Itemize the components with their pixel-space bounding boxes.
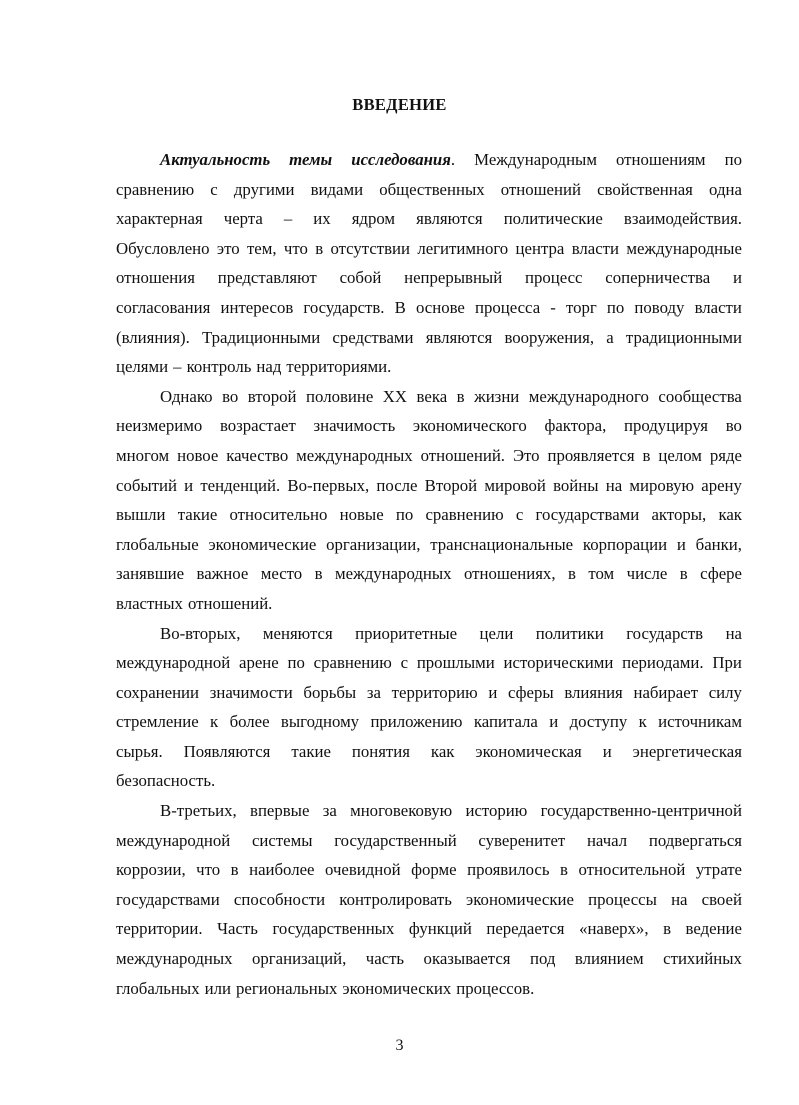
word: наиболее (249, 860, 315, 880)
word: после (376, 475, 418, 495)
word: и (676, 534, 686, 554)
word: относительно (229, 505, 328, 525)
word: продуцируя (623, 416, 709, 436)
word: государств (626, 623, 704, 643)
word: по (287, 653, 305, 673)
word: процессы (588, 889, 657, 909)
word: новое (177, 445, 219, 465)
word: взаимодействия. (623, 209, 742, 229)
text-line (116, 855, 742, 885)
word: передается (486, 919, 565, 939)
word: жизни (474, 386, 520, 406)
word: место (260, 564, 303, 584)
word: к (210, 712, 219, 732)
word: борьбы (303, 682, 357, 702)
word: системы (251, 830, 313, 850)
word: в (560, 860, 568, 880)
word: черта (223, 209, 263, 229)
word: одна (709, 179, 742, 199)
word: в (663, 919, 671, 939)
word: капитала (473, 712, 538, 732)
word: такие (177, 505, 218, 525)
word: соперничества (605, 268, 711, 288)
paragraph (116, 619, 742, 797)
text-line (116, 914, 742, 944)
text-line (116, 707, 742, 737)
word: тенденций. (200, 475, 281, 495)
word: сферы (507, 682, 554, 702)
word: выгодному (280, 712, 360, 732)
word: Однако (160, 386, 213, 406)
word: а (606, 327, 614, 347)
text-line (116, 263, 742, 293)
word: в (642, 445, 651, 465)
word: на (671, 889, 688, 909)
word: сохранении (116, 682, 200, 702)
text-line (116, 944, 742, 974)
word: века (416, 386, 448, 406)
word: многом (116, 445, 170, 465)
word: понятия (351, 741, 410, 761)
text-line (116, 530, 742, 560)
word: международной (116, 830, 231, 850)
word: отношений (500, 179, 581, 199)
word: отношений. (420, 445, 506, 465)
word: значимость (313, 416, 396, 436)
word: относительной (578, 860, 686, 880)
text-line (116, 796, 742, 826)
word: приоритетные (355, 623, 458, 643)
word: корпорации (582, 534, 668, 554)
word: другими (233, 179, 295, 199)
word: сравнению (425, 505, 504, 525)
word: экономического (412, 416, 527, 436)
word: отсутствии (330, 238, 410, 258)
document-body (116, 145, 742, 1003)
word: своей (701, 889, 742, 909)
word: арене (239, 653, 279, 673)
word: такие (291, 741, 331, 761)
word: стихийных (663, 949, 742, 969)
word: международные (626, 238, 742, 258)
word: возрастает (219, 416, 296, 436)
word: экономическая (475, 741, 582, 761)
word: с (515, 505, 524, 525)
word: отношения (116, 268, 195, 288)
word: во (222, 386, 239, 406)
word: суверенитет (478, 830, 566, 850)
word: являются (416, 209, 483, 229)
word: что (196, 860, 221, 880)
word: власти (694, 297, 742, 317)
word: сообщества (658, 386, 742, 406)
word: – (173, 357, 182, 377)
word: организации, (326, 534, 421, 554)
text-line (116, 500, 742, 530)
word: их (313, 209, 331, 229)
word: и (549, 712, 559, 732)
word: подвергаться (648, 830, 742, 850)
word: международных (116, 949, 233, 969)
word: в (679, 564, 688, 584)
word: новые (339, 505, 384, 525)
word: более (229, 712, 270, 732)
word: историю (465, 801, 528, 821)
lead-word: Актуальность (160, 150, 271, 169)
word: ведение (685, 919, 742, 939)
word: Часть (217, 919, 258, 939)
word: половине (306, 386, 374, 406)
word: энергетическая (632, 741, 742, 761)
word: арену (701, 475, 742, 495)
word: отношениях, (464, 564, 556, 584)
word: событий (116, 475, 177, 495)
word: как (718, 505, 742, 525)
word: и (184, 475, 194, 495)
word: международных (296, 445, 413, 465)
word: интересов (220, 297, 294, 317)
text-line (116, 382, 742, 412)
word: или (204, 978, 231, 998)
word: собой (339, 268, 382, 288)
word: меняются (262, 623, 333, 643)
word: международного (528, 386, 649, 406)
word: экономические (208, 534, 317, 554)
word: Во-первых, (287, 475, 370, 495)
word: в (230, 860, 239, 880)
word: XX (382, 386, 408, 406)
word: прошлыми (416, 653, 495, 673)
word: тем, (246, 238, 277, 258)
text-line (116, 204, 742, 234)
paragraph (116, 382, 742, 619)
word: приложению (370, 712, 463, 732)
text-line (116, 441, 742, 471)
word: целом (658, 445, 702, 465)
word: числе (626, 564, 668, 584)
word: цели (479, 623, 514, 643)
word: впервые (250, 801, 310, 821)
word: организаций, (251, 949, 347, 969)
word: В (394, 297, 406, 317)
text-line (116, 411, 742, 441)
word: легитимного (417, 238, 509, 258)
text-line (116, 471, 742, 501)
word: коррозии, (116, 860, 186, 880)
word: свойственная (597, 179, 693, 199)
text-line (116, 589, 742, 619)
word: согласования (116, 297, 211, 317)
word: силу (708, 682, 742, 702)
word: глобальные (116, 534, 199, 554)
word: и (602, 741, 612, 761)
word: и (732, 268, 742, 288)
word: по (395, 505, 414, 525)
word: войны (553, 475, 599, 495)
word: над (256, 357, 282, 377)
word: экономические (466, 889, 574, 909)
word: с (210, 179, 218, 199)
text-line (116, 175, 742, 205)
word: на (725, 623, 742, 643)
word: стремление (116, 712, 199, 732)
word: экономических (342, 978, 452, 998)
word: вышли (116, 505, 166, 525)
word: Появляются (183, 741, 271, 761)
text-line (116, 737, 742, 767)
word: торг (566, 297, 597, 317)
lead-word: темы (289, 150, 333, 169)
word: При (712, 653, 742, 673)
word: государственный (334, 830, 457, 850)
word: политики (535, 623, 604, 643)
word: Обусловлено (116, 238, 210, 258)
word: государственных (272, 919, 395, 939)
word: отношениям (616, 150, 706, 169)
word: Это (512, 445, 540, 465)
word: «наверх», (579, 919, 649, 939)
word: очевидной (325, 860, 401, 880)
word: в (456, 386, 465, 406)
word: поводу (634, 297, 685, 317)
word: акторы, (651, 505, 707, 525)
text-line (116, 619, 742, 649)
word: за (366, 682, 381, 702)
word: целями (116, 357, 169, 377)
word: отношений. (187, 593, 273, 613)
word: ядром (351, 209, 396, 229)
word: источникам (658, 712, 742, 732)
word: процесс (524, 268, 583, 288)
word: начал (586, 830, 628, 850)
word: многовековую (350, 801, 453, 821)
word: второй (247, 386, 297, 406)
word: центра (515, 238, 565, 258)
word: мировой (484, 475, 546, 495)
page-title: ВВЕДЕНИЕ (352, 95, 447, 114)
word: утрате (695, 860, 742, 880)
word: государственно-центричной (540, 801, 742, 821)
word: территорию (391, 682, 478, 702)
word: средствами (332, 327, 414, 347)
word: с (400, 653, 409, 673)
word: во (725, 416, 742, 436)
word: транснациональные (430, 534, 574, 554)
word: часть (365, 949, 405, 969)
word: власти (571, 238, 619, 258)
text-line (116, 323, 742, 353)
word: к (638, 712, 647, 732)
word: по (724, 150, 742, 169)
text-line (116, 678, 742, 708)
word: влиянием (574, 949, 644, 969)
text-line (116, 234, 742, 264)
word: способности (233, 889, 326, 909)
word: функций (408, 919, 472, 939)
word: представляют (217, 268, 317, 288)
word: сравнению (313, 653, 392, 673)
word: - (550, 297, 556, 317)
word: территории. (116, 919, 203, 939)
word: значимости (209, 682, 293, 702)
word: форме (411, 860, 457, 880)
word: сравнению (116, 179, 195, 199)
paragraph (116, 145, 742, 382)
word: влияния (564, 682, 623, 702)
word: видами (310, 179, 364, 199)
text-line (116, 559, 742, 589)
word: контролировать (339, 889, 452, 909)
word: региональных (236, 978, 338, 998)
word: государствами (535, 505, 640, 525)
word: территориями. (286, 357, 392, 377)
word: непрерывный (404, 268, 503, 288)
text-line (116, 974, 742, 1004)
word: глобальных (116, 978, 200, 998)
word: сфере (700, 564, 742, 584)
word: характерная (116, 209, 203, 229)
word: государствами (116, 889, 220, 909)
word: основе (415, 297, 465, 317)
word: вооружения, (504, 327, 595, 347)
word: важное (196, 564, 249, 584)
word: государств. (303, 297, 385, 317)
word: международных (335, 564, 452, 584)
word: общественных (379, 179, 485, 199)
word: как (430, 741, 455, 761)
word: Международным (474, 150, 597, 169)
word: властных (116, 593, 183, 613)
word: сырья. (116, 741, 163, 761)
word: проявилось (467, 860, 550, 880)
text-line (116, 145, 742, 175)
word: безопасность. (116, 771, 216, 791)
word: набирает (633, 682, 699, 702)
word: контроль (186, 357, 252, 377)
word: на (605, 475, 623, 495)
word: в (567, 564, 576, 584)
text-line (116, 826, 742, 856)
word: процессов. (456, 978, 535, 998)
text-line (116, 352, 742, 382)
word: неизмеримо (116, 416, 203, 436)
word: процесса (475, 297, 541, 317)
word: в (314, 564, 323, 584)
word: Традиционными (202, 327, 321, 347)
word: политические (503, 209, 603, 229)
word: периодами. (622, 653, 704, 673)
word: историческими (503, 653, 614, 673)
word: традиционными (625, 327, 742, 347)
word: международной (116, 653, 231, 673)
word: за (322, 801, 337, 821)
word: оказывается (423, 949, 511, 969)
text-line (116, 885, 742, 915)
word: ряде (709, 445, 742, 465)
word: Второй (424, 475, 478, 495)
text-line (116, 648, 742, 678)
word: по (606, 297, 625, 317)
word: качество (226, 445, 289, 465)
word: мировую (629, 475, 695, 495)
word: банки, (695, 534, 742, 554)
word: в (315, 238, 324, 258)
word: – (283, 209, 293, 229)
word: что (283, 238, 308, 258)
lead-word: исследования. (351, 150, 456, 169)
text-line (116, 766, 742, 796)
word: и (488, 682, 498, 702)
word: фактора, (544, 416, 607, 436)
word: том (588, 564, 615, 584)
page-number: 3 (395, 1037, 404, 1054)
word: под (529, 949, 556, 969)
word: (влияния). (116, 327, 190, 347)
word: являются (425, 327, 493, 347)
paragraph (116, 796, 742, 1003)
word: занявшие (116, 564, 185, 584)
word: Во-вторых, (160, 623, 241, 643)
text-line (116, 293, 742, 323)
word: это (216, 238, 240, 258)
word: В-третьих, (160, 801, 237, 821)
word: доступу (569, 712, 628, 732)
word: проявляется (547, 445, 635, 465)
